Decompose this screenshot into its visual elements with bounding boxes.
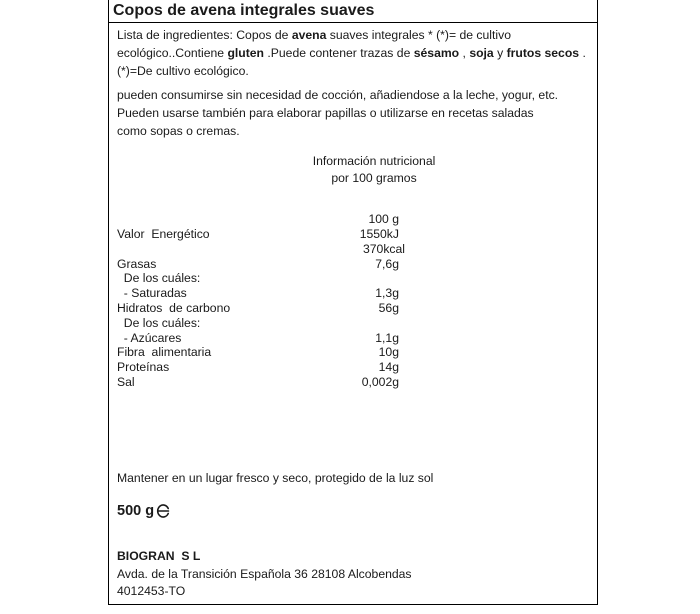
- allergen-avena: avena: [291, 28, 327, 42]
- nutrition-row: Grasas 7,6g: [117, 257, 399, 271]
- nutrition-row: - Azúcares 1,1g: [117, 331, 399, 345]
- storage-instructions: Mantener en un lugar fresco y seco, protegido de la luz sol: [117, 471, 434, 485]
- manufacturer-name: BIOGRAN S L: [117, 549, 201, 563]
- nutrition-row: Sal 0,002g: [117, 375, 399, 389]
- title-divider: [109, 22, 597, 23]
- nutrition-row: De los cuáles:: [117, 271, 201, 285]
- nutrition-row: - Saturadas 1,3g: [117, 286, 399, 300]
- product-info-panel: [108, 0, 598, 605]
- nutrition-column-header: 100 g: [368, 212, 399, 226]
- estimated-sign-icon: [156, 503, 170, 519]
- nutrition-row-energy-kcal: 370kcal: [362, 242, 405, 256]
- nutrition-row-energy: Valor Energético 1550kJ: [117, 227, 399, 241]
- usage-line: pueden consumirse sin necesidad de cocción, añadiendose a la leche, yogur, etc.: [117, 88, 559, 102]
- nutrition-heading: Información nutricional por 100 gramos: [312, 154, 436, 185]
- nutrition-row: Proteínas 14g: [117, 360, 399, 374]
- allergen-soja: soja: [469, 46, 494, 60]
- product-code: 4012453-TO: [117, 584, 186, 598]
- ingredients-text: Lista de ingredientes: Copos de avena suaves integrales * (*)= de cultivo ecológico..Contiene gluten .Puede contener trazas de sésamo , soja y frutos secos .(*)=De cultivo ecológico.: [117, 28, 586, 78]
- usage-line: Pueden usarse también para elaborar papillas o utilizarse en recetas saladas: [117, 106, 534, 120]
- allergen-sesamo: sésamo: [413, 46, 460, 60]
- net-weight: 500 g: [117, 503, 170, 519]
- nutrition-row: Fibra alimentaria 10g: [117, 345, 399, 359]
- nutrition-row: De los cuáles:: [117, 316, 201, 330]
- allergen-frutos-secos: frutos secos: [506, 46, 580, 60]
- manufacturer-address: Avda. de la Transición Española 36 28108 Alcobendas: [117, 567, 412, 581]
- allergen-gluten: gluten: [227, 46, 264, 60]
- usage-text: [117, 86, 587, 140]
- product-title: Copos de avena integrales suaves: [113, 2, 375, 19]
- usage-line: como sopas o cremas.: [117, 124, 240, 138]
- nutrition-row: Hidratos de carbono 56g: [117, 301, 399, 315]
